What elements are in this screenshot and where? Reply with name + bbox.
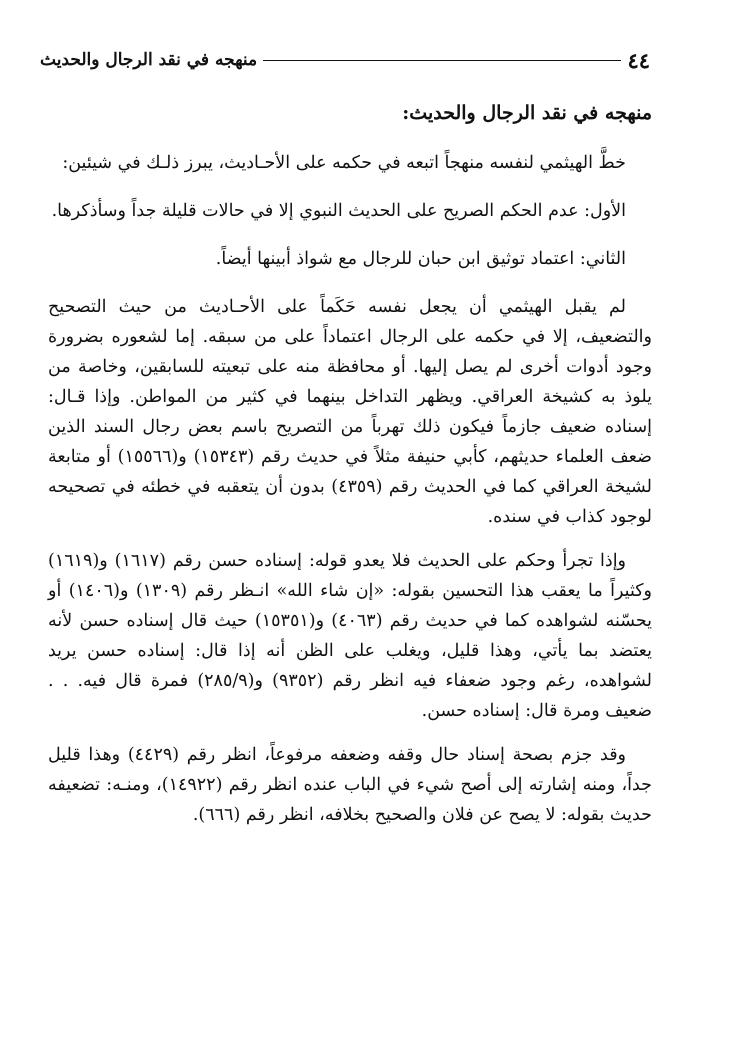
header-rule [263,60,621,61]
running-header [40,44,650,76]
paragraph-first-point: الأول: عدم الحكم الصريح على الحديث النبوي إلا في حالات قليلة جداً وسأذكرها. [51,201,626,221]
paragraph-judgment: لم يقبل الهيثمي أن يجعل نفسه حَكَماً على الأحـاديث من حيث التصحيح والتضعيف، إلا في حكمه على الرجال اعتماداً على من سبقه. إما لشعوره بضرورة وجود أدوات أخرى لم يصل إليها. أو محافظة منه على تبعيته للسابقين، وخاصة من يلوذ به كشيخة العراقي. ويظهر التداخل بينهما في كثير من المواطن. وإذا قـال: إسناده ضعيف جازماً فيكون ذلك تهرباً من التصريح باسم بعض رجال السند الذين ضعف العلماء حديثهم، كأبي حنيفة مثلاً في حديث رقم (١٥٣٤٣) و(١٥٥٦٦) أو متابعة لشيخة العراقي كما في الحديث رقم (٤٣٥٩) بدون أن يتعقبه في خطئه في تصحيحه لوجود كذاب في سنده. [48,297,653,527]
page-number: ٤٤ [627,47,650,73]
paragraph-second-point: الثاني: اعتماد توثيق ابن حبان للرجال مع شواذ أبينها أيضاً. [215,249,626,269]
paragraph-hasan-ruling: وإذا تجرأ وحكم على الحديث فلا يعدو قوله: إسناده حسن رقم (١٦١٧) و(١٦١٩) وكثيراً ما يعقب هذا التحسين بقوله: «إن شاء الله» انـظر رقم (١٣٠٩) و(١٤٠٦) أو يحسّنه لشواهده كما في حديث رقم (٤٠٦٣) و(١٥٣٥١) حيث قال إسناده حسن لأنه يعتضد بما يأتي، وهذا قليل، ويغلب على الظن أنه إذا قال: إسناده حسن يريد لشواهده، رغم وجود ضعفاء فيه انظر رقم (٩٣٥٢) و(٢٨٥/٩) فمرة قال فيه. . . ضعيف ومرة قال: إسناده حسن. [48,551,653,721]
page-body [48,96,652,830]
paragraph-intro: خطَّ الهيثمي لنفسه منهجاً اتبعه في حكمه على الأحـاديث، يبرز ذلـك في شيئين: [62,153,626,173]
section-heading: منهجه في نقد الرجال والحديث: [402,102,652,124]
paragraph-sahih-ruling: وقد جزم بصحة إسناد حال وقفه وضعفه مرفوعاً، انظر رقم (٤٤٢٩) وهذا قليل جداً، ومنه إشارته إلى أصح شيء في الباب عنده انظر رقم (١٤٩٢٢)، ومنـه: تضعيفه حديث بقوله: لا يصح عن فلان والصحيح بخلافه، انظر رقم (٦٦٦). [48,745,652,825]
running-title: منهجه في نقد الرجال والحديث [40,50,258,70]
